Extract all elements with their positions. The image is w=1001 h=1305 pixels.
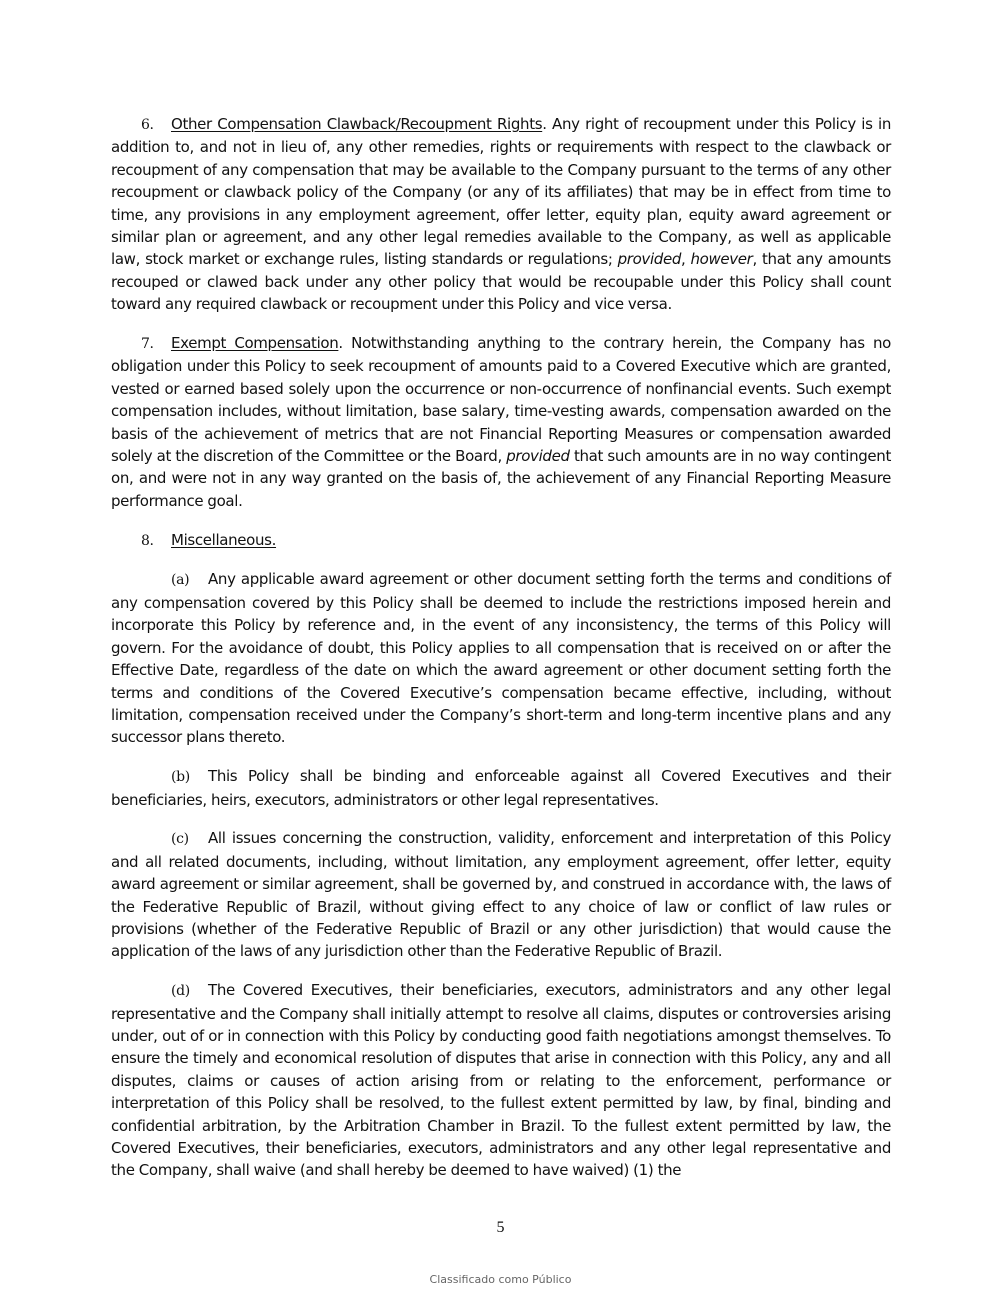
- subsection-text: All issues concerning the construction, validity, enforcement and interpretation of this Policy and all related documents, including, without limitation, any employment agreement, offer letter, equity award agreement or similar agreement, shall be governed by, and construed in accordance with, the laws of the Federative Republic of Brazil, without giving effect to any choice of law or conflict of law rules or provisions (whether of the Federative Republic of Brazil or any other jurisdiction) that would cause the application of the laws of any jurisdiction other than the Federative Republic of Brazil.: [111, 829, 891, 961]
- subsection-label: (a): [171, 572, 190, 589]
- page-number: 5: [496, 1219, 505, 1236]
- subsection-label: (d): [171, 983, 190, 1000]
- italic-term: however: [690, 250, 753, 269]
- subsection-c: [111, 827, 891, 962]
- italic-term: provided: [617, 250, 681, 269]
- italic-term: provided: [506, 447, 570, 466]
- subsection-text: The Covered Executives, their beneficiaries, executors, administrators and any other legal representative and the Company shall initially attempt to resolve all claims, disputes or controversies arising under, out of or in connection with this Policy by conducting good faith negotiations amongst themselves. To ensure the timely and economical resolution of disputes that arise in connection with this Policy, any and all disputes, claims or causes of action arising from or relating to the enforcement, performance or interpretation of this Policy shall be resolved, to the fullest extent permitted by law, by final, binding and confidential arbitration, by the Arbitration Chamber in Brazil. To the fullest extent permitted by law, the Covered Executives, their beneficiaries, executors, administrators and any other legal representative and the Company, shall waive (and shall hereby be deemed to have waived) (1) the: [111, 981, 891, 1180]
- section-text: . Any right of recoupment under this Policy is in addition to, and not in lieu of, any other remedies, rights or requirements with respect to the clawback or recoupment of any compensation that may be available to the Company pursuant to the terms of any other recoupment or clawback policy of the Company (or any of its affiliates) that may be in effect from time to time, any provisions in any employment agreement, offer letter, equity plan, equity award agreement or similar plan or agreement, and any other legal remedies available to the Company, as well as applicable law, stock market or exchange rules, listing standards or regulations;: [111, 115, 891, 269]
- subsection-label: (c): [171, 831, 189, 848]
- section-number: 7.: [141, 336, 154, 353]
- section-text: ,: [681, 250, 691, 269]
- document-body: [111, 113, 891, 1198]
- section-number: 8.: [141, 532, 154, 549]
- section-text: that such amounts are in no way contingent on, and were not in any way granted on the basis of, the achievement of any Financial Reporting Measure performance goal.: [111, 447, 891, 510]
- section-8: [111, 529, 891, 552]
- section-7: [111, 332, 891, 512]
- section-6: [111, 113, 891, 316]
- section-text: , that any amounts recouped or clawed back under any other policy that would be recoupable under this Policy shall count toward any required clawback or recoupment under this Policy and vice versa.: [111, 250, 891, 314]
- section-heading: Exempt Compensation: [171, 334, 339, 353]
- subsection-text: This Policy shall be binding and enforceable against all Covered Executives and their beneficiaries, heirs, executors, administrators or other legal representatives.: [111, 767, 891, 809]
- subsection-label: (b): [171, 769, 190, 786]
- subsection-a: [111, 568, 891, 748]
- section-number: 6.: [141, 117, 154, 133]
- section-heading: Miscellaneous.: [171, 530, 277, 549]
- section-text: . Notwithstanding anything to the contrary herein, the Company has no obligation under this Policy to seek recoupment of amounts paid to a Covered Executive which are granted, vested or earned based solely upon the occurrence or non-occurrence of nonfinancial events. Such exempt compensation includes, without limitation, base salary, time-vesting awards, compensation awarded on the basis of the achievement of metrics that are not Financial Reporting Measures or compensation awarded solely at the discretion of the Committee or the Board,: [111, 334, 891, 466]
- section-heading: Other Compensation Clawback/Recoupment Rights: [171, 115, 543, 133]
- classification-footer: Classificado como Público: [429, 1273, 572, 1286]
- subsection-d: [111, 979, 891, 1182]
- subsection-b: [111, 765, 891, 811]
- subsection-text: Any applicable award agreement or other document setting forth the terms and conditions of any compensation covered by this Policy shall be deemed to include the restrictions imposed herein and incorporate this Policy by reference and, in the event of any inconsistency, the terms of this Policy will govern. For the avoidance of doubt, this Policy applies to all compensation that is received on or after the Effective Date, regardless of the date on which the award agreement or other document setting forth the terms and conditions of the Covered Executive’s compensation became effective, including, without limitation, compensation received under the Company’s short-term and long-term incentive plans and any successor plans thereto.: [111, 570, 891, 747]
